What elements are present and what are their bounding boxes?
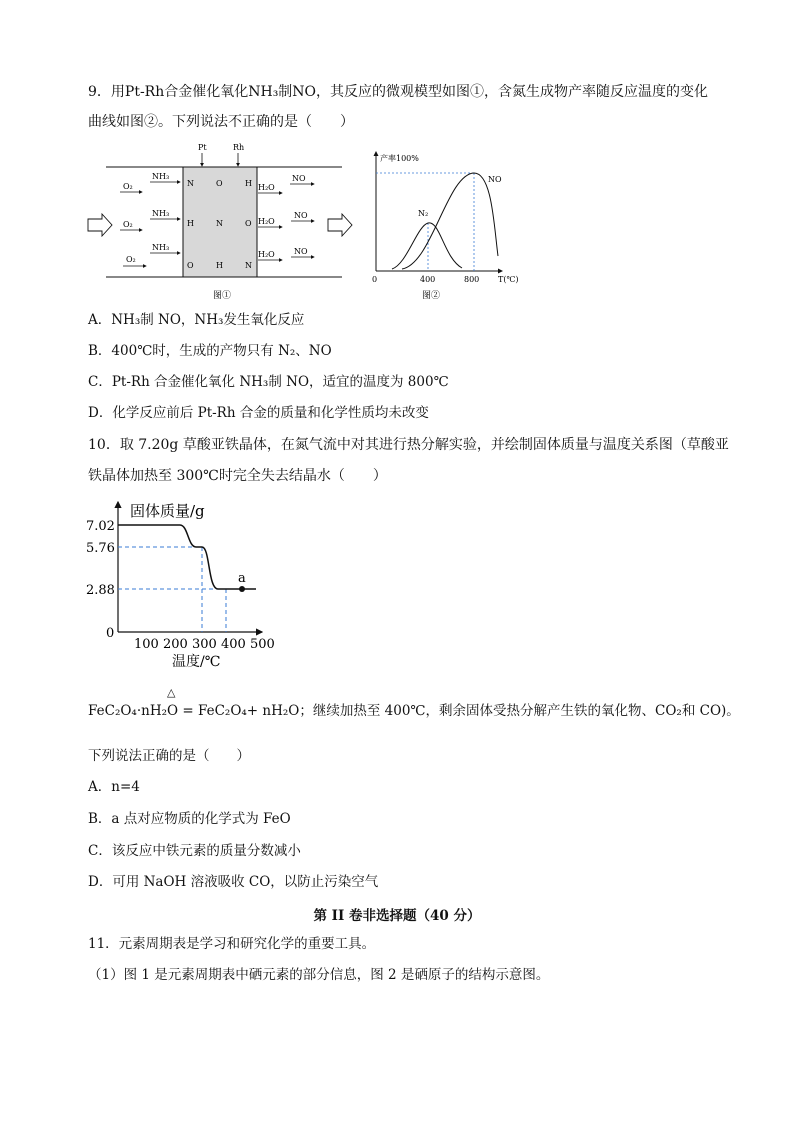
q10-stem-line1: 10．取 7.20g 草酸亚铁晶体，在氮气流中对其进行热分解实验，并绘制固体质量与温度关系图（草酸亚 [88, 437, 729, 453]
atom-r1c3: H [245, 179, 252, 188]
q10-mass-curve [118, 525, 256, 589]
product-h2o-2: H₂O [258, 217, 275, 226]
q10-xtick-300: 300 [192, 637, 217, 652]
product-no-2: NO [294, 211, 308, 220]
q9-option-a: A．NH₃制 NO，NH₃发生氧化反应 [88, 312, 305, 328]
figure1-caption: 图① [213, 291, 232, 301]
reactant-o2-2: O₂ [123, 220, 133, 229]
atom-r2c1: H [187, 219, 194, 228]
q10-xtick-200: 200 [163, 637, 188, 652]
product-h2o-3: H₂O [258, 250, 275, 259]
atom-r2c2: N [216, 219, 223, 228]
section2-title: 第 II 卷非选择题（40 分） [313, 908, 481, 924]
q10-xtick-100: 100 [134, 637, 159, 652]
atom-r1c1: N [187, 179, 194, 188]
product-no-3: NO [294, 247, 308, 256]
q10-stem-line2: 铁晶体加热至 300℃时完全失去结晶水（ ） [88, 468, 387, 484]
q10-point-a-label: a [238, 571, 246, 586]
fig2-xlabel: T(℃) [498, 275, 519, 284]
label-pt: Pt [198, 143, 207, 152]
q10-option-a: A．n=4 [88, 779, 140, 795]
fig2-tick-400: 400 [420, 275, 436, 284]
q9-option-d: D．化学反应前后 Pt-Rh 合金的质量和化学性质均未改变 [88, 405, 429, 421]
product-h2o-1: H₂O [258, 183, 275, 192]
q10-chart-ylabel: 固体质量/g [130, 502, 205, 520]
q10-xtick-500: 500 [250, 637, 275, 652]
q9-option-b: B．400℃时，生成的产物只有 N₂、NO [88, 343, 332, 359]
product-no-1: NO [292, 174, 306, 183]
q9-stem-line2: 曲线如图②。下列说法不正确的是（ ） [88, 114, 354, 130]
fig2-tick-800: 800 [464, 275, 480, 284]
q10-ytick-288: 2.88 [86, 583, 115, 598]
q9-figure1-reactor-diagram [86, 140, 366, 305]
q10-ytick-0: 0 [106, 626, 115, 641]
q11-stem: 11．元素周期表是学习和研究化学的重要工具。 [88, 936, 376, 952]
q10-ytick-576: 5.76 [86, 541, 115, 556]
q10-point-a [239, 586, 245, 592]
fig2-ylabel: 产率100% [380, 154, 419, 163]
atom-r1c2: O [216, 179, 223, 188]
q10-xtick-400: 400 [221, 637, 246, 652]
heat-symbol: △ [167, 686, 176, 699]
inlet-arrow-icon [88, 214, 112, 236]
reactant-nh3-3: NH₃ [152, 243, 170, 252]
q10-chart-xlabel: 温度/℃ [172, 654, 221, 670]
atom-r3c3: N [245, 261, 252, 270]
q10-equation: FeC₂O₄·nH₂O = FeC₂O₄+ nH₂O；继续加热至 400℃，剩余固体受热分解产生铁的氧化物、CO₂和 CO)。 [88, 703, 740, 719]
q10-option-c: C．该反应中铁元素的质量分数减小 [88, 843, 301, 859]
reactant-o2-1: O₂ [123, 182, 133, 191]
q9-figure2-yield-chart [362, 146, 532, 306]
fig2-tick-0: 0 [372, 275, 378, 284]
fig2-label-no: NO [488, 175, 502, 184]
reactant-nh3-1: NH₃ [152, 172, 170, 181]
atom-r3c1: O [187, 261, 194, 270]
reactant-o2-3: O₂ [126, 255, 136, 264]
q10-mass-temperature-chart [84, 494, 284, 674]
reactant-nh3-2: NH₃ [152, 209, 170, 218]
q10-option-d: D．可用 NaOH 溶液吸收 CO，以防止污染空气 [88, 874, 379, 890]
q11-part1: （1）图 1 是元素周期表中硒元素的部分信息，图 2 是硒原子的结构示意图。 [88, 967, 550, 983]
label-rh: Rh [233, 143, 245, 152]
q9-option-c: C．Pt-Rh 合金催化氧化 NH₃制 NO，适宜的温度为 800℃ [88, 374, 449, 390]
atom-r2c3: O [245, 219, 252, 228]
q10-option-b: B．a 点对应物质的化学式为 FeO [88, 811, 291, 827]
atom-r3c2: H [216, 261, 223, 270]
outlet-arrow-icon [328, 214, 352, 236]
figure2-caption: 图② [422, 291, 441, 301]
q10-ytick-702: 7.02 [86, 519, 115, 534]
q10-prompt: 下列说法正确的是（ ） [88, 748, 250, 764]
q9-stem-line1: 9．用Pt-Rh合金催化氧化NH₃制NO，其反应的微观模型如图①，含氮生成物产率随反应温度的变化 [88, 84, 709, 100]
fig2-label-n2: N₂ [418, 209, 429, 218]
fig2-curve-n2 [392, 223, 462, 269]
